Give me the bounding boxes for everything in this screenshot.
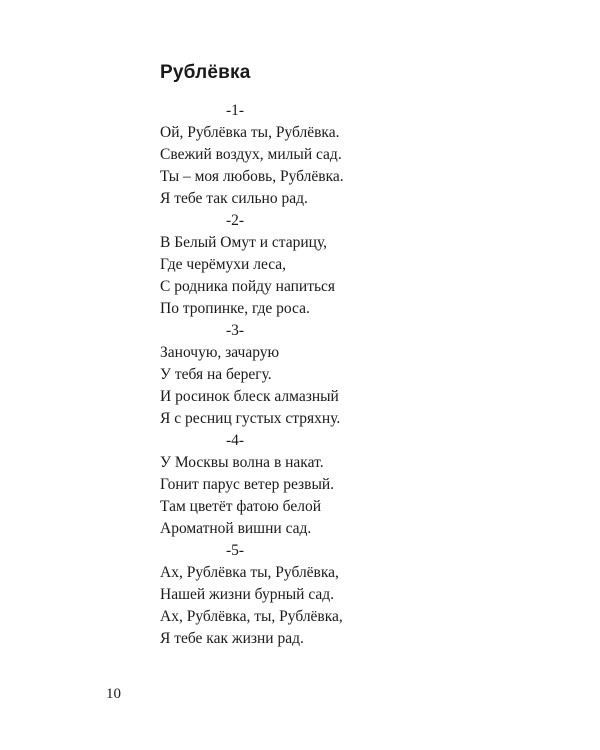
poem-line: По тропинке, где роса.	[160, 300, 310, 317]
poem-line: Гонит парус ветер резвый.	[160, 476, 335, 493]
poem-line: Ах, Рублёвка ты, Рублёвка,	[160, 564, 339, 581]
stanza-1	[160, 100, 344, 210]
poem-line: Я с ресниц густых стряхну.	[160, 410, 341, 427]
poem-line: Ароматной вишни сад.	[160, 520, 312, 537]
poem-line: Нашей жизни бурный сад.	[160, 586, 335, 603]
stanza-2	[160, 210, 344, 320]
stanza-3	[160, 320, 344, 430]
poem-line: Где черёмухи леса,	[160, 256, 287, 273]
poem-line: Там цветёт фатою белой	[160, 498, 321, 515]
poem-line: В Белый Омут и старицу,	[160, 234, 328, 251]
poem-line: Свежий воздух, милый сад.	[160, 146, 342, 163]
poem-line: Ты – моя любовь, Рублёвка.	[160, 168, 344, 185]
poem-line: Ой, Рублёвка ты, Рублёвка.	[160, 124, 340, 141]
stanza-number: -4-	[226, 432, 245, 449]
poem-line: Я тебе как жизни рад.	[160, 630, 304, 647]
page-number: 10	[106, 686, 121, 702]
poem-body	[160, 100, 344, 650]
poem-line: Заночую, зачарую	[160, 344, 280, 361]
poem-line: У Москвы волна в накат.	[160, 454, 324, 471]
stanza-4	[160, 430, 344, 540]
stanza-number: -5-	[226, 542, 245, 559]
poem-line: И росинок блеск алмазный	[160, 388, 339, 405]
poem-line: У тебя на берегу.	[160, 366, 272, 383]
stanza-number: -2-	[226, 212, 245, 229]
poem-title: Рублёвка	[160, 62, 251, 83]
poem-line: Я тебе так сильно рад.	[160, 190, 308, 207]
stanza-5	[160, 540, 344, 650]
poem-line: Ах, Рублёвка, ты, Рублёвка,	[160, 608, 343, 625]
stanza-number: -1-	[226, 102, 245, 119]
poem-line: С родника пойду напиться	[160, 278, 336, 295]
stanza-number: -3-	[226, 322, 245, 339]
